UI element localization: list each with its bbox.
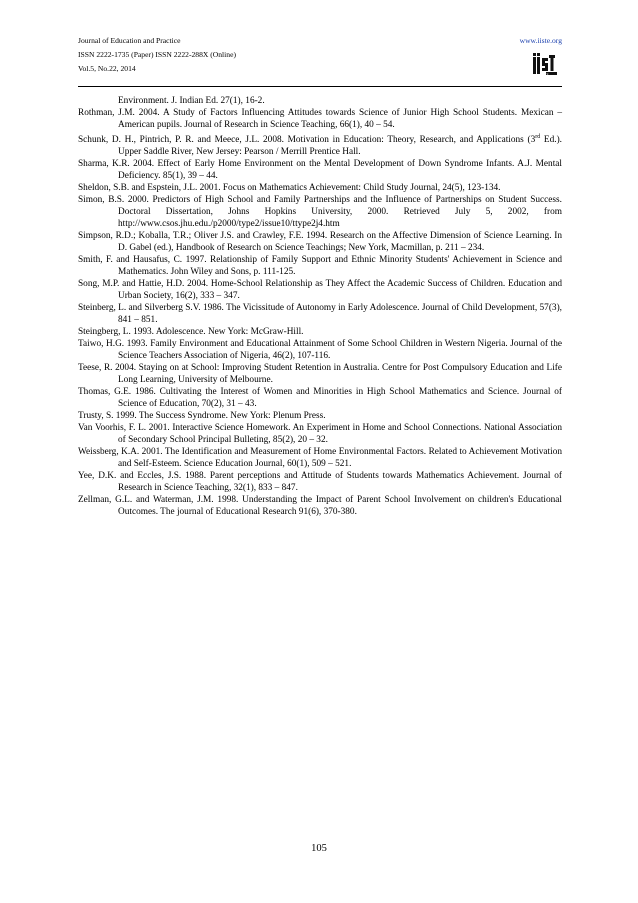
reference-entry [78, 107, 562, 131]
reference-entry [78, 386, 562, 410]
reference-text: Thomas, G.E. 1986. Cultivating the Interest of Women and Minorities in High School Mathematics and Science. Journal of Science of Education, 70(2), 31 – 43. [78, 387, 562, 410]
logo-text: IISTE [541, 72, 549, 76]
reference-text: Van Voorhis, F. L. 2001. Interactive Science Homework. An Experiment in Home and School Connections. National Association of Secondary School Principal Bulleting, 85(2), 20 – 32. [78, 423, 562, 446]
page-number: 105 [311, 843, 327, 854]
journal-url-link[interactable]: www.iiste.org [519, 36, 562, 45]
reference-text: Rothman, J.M. 2004. A Study of Factors Influencing Attitudes towards Science of Junior High School Students. Mexican – American pupils. Journal of Research in Science Teaching, 66(1), 40 – 54. [78, 108, 562, 130]
reference-entry [78, 410, 562, 422]
volume-line: Vol.5, No.22, 2014 [78, 64, 136, 73]
reference-text: Taiwo, H.G. 1993. Family Environment and Educational Attainment of Some School Children in Western Nigeria. Journal of the Science Teachers Association of Nigeria, 46(2), 107-116. [78, 339, 562, 362]
reference-text: Yee, D.K. and Eccles, J.S. 1988. Parent perceptions and Attitude of Students towards Mathematics Achievement. Journal of Research in Science Teaching, 32(1), 833 – 847. [78, 471, 562, 494]
reference-text: Smith, F. and Hausafus, C. 1997. Relationship of Family Support and Ethnic Minority Students' Achievement in Science and Mathematics. John Wiley and Sons, p. 111-125. [78, 255, 562, 278]
reference-entry [78, 470, 562, 494]
reference-text: Weissberg, K.A. 2001. The Identification and Measurement of Home Environmental Factors. Related to Achievement Motivation and Self-Esteem. Science Education Journal, 60(1), 509 – 521. [78, 447, 562, 470]
reference-entry [78, 194, 562, 230]
reference-text: Sheldon, S.B. and Espstein, J.L. 2001. Focus on Mathematics Achievement: Child Study Journal, 24(5), 123-134. [78, 183, 501, 194]
reference-text: Environment. J. Indian Ed. 27(1), 16-2. [118, 96, 265, 106]
reference-text: Schunk, D. H., Pintrich, P. R. and Meece, J.L. 2008. Motivation in Education: Theory, Research, and Applications (3 [78, 135, 536, 146]
reference-entry [78, 494, 562, 518]
reference-entry [78, 326, 562, 338]
reference-entry [78, 338, 562, 362]
reference-entry [78, 362, 562, 386]
reference-superscript: rd [535, 134, 541, 140]
reference-entry [78, 158, 562, 182]
reference-entry [78, 278, 562, 302]
reference-text: Zellman, G.L. and Waterman, J.M. 1998. Understanding the Impact of Parent School Involvement on children's Educational Outcomes. The journal of Educational Research 91(6), 370-380. [78, 495, 562, 518]
reference-entry [78, 422, 562, 446]
reference-entry [78, 302, 562, 326]
reference-text-continued: Ed.). Upper Saddle River, New Jersey: Pearson / Merrill Prentice Hall. [118, 135, 562, 158]
reference-entry [78, 95, 562, 107]
reference-entry [78, 446, 562, 470]
reference-entry [78, 254, 562, 278]
header-divider [78, 86, 562, 87]
reference-text: Sharma, K.R. 2004. Effect of Early Home Environment on the Mental Development of Down Syndrome Infants. A.J. Mental Deficiency. 85(1), 39 – 44. [78, 159, 562, 182]
reference-text: Song, M.P. and Hattie, H.D. 2004. Home-School Relationship as They Affect the Academic Success of Children. Education and Urban Society, 16(2), 333 – 347. [78, 279, 562, 302]
issn-line: ISSN 2222-1735 (Paper) ISSN 2222-288X (Online) [78, 50, 236, 59]
journal-title: Journal of Education and Practice [78, 36, 181, 45]
reference-entry [78, 182, 562, 194]
reference-text: Trusty, S. 1999. The Success Syndrome. New York: Plenum Press. [78, 411, 326, 422]
reference-entry [78, 230, 562, 254]
reference-text: Steinberg, L. and Silverberg S.V. 1986. The Vicissitude of Autonomy in Early Adolescence. Journal of Child Development, 57(3), 841 – 851. [78, 303, 562, 326]
iiste-logo-icon [532, 50, 558, 76]
reference-text: Simpson, R.D.; Koballa, T.R.; Oliver J.S. and Crawley, F.E. 1994. Research on the Affective Dimension of Science Learning. In D. Gabel (ed.), Handbook of Research on Science Teachings; New York, Macmillan, p. 211 – 234. [78, 231, 562, 254]
reference-list [78, 95, 562, 518]
page-header [78, 34, 562, 84]
reference-text: Teese, R. 2004. Staying on at School: Improving Student Retention in Australia. Centre for Post Compulsory Education and Life Long Learning, University of Melbourne. [78, 363, 562, 386]
reference-text: Simon, B.S. 2000. Predictors of High School and Family Partnerships and the Influence of Partnerships on Student Success. Doctoral Dissertation, Johns Hopkins University, 2000. Retrieved July 5, 2002, from http://www.csos.jhu.edu./p2000/type2/issue10/ttype2j4.htm [78, 195, 562, 230]
reference-entry [78, 131, 562, 158]
reference-text: Steingberg, L. 1993. Adolescence. New York: McGraw-Hill. [78, 327, 304, 338]
